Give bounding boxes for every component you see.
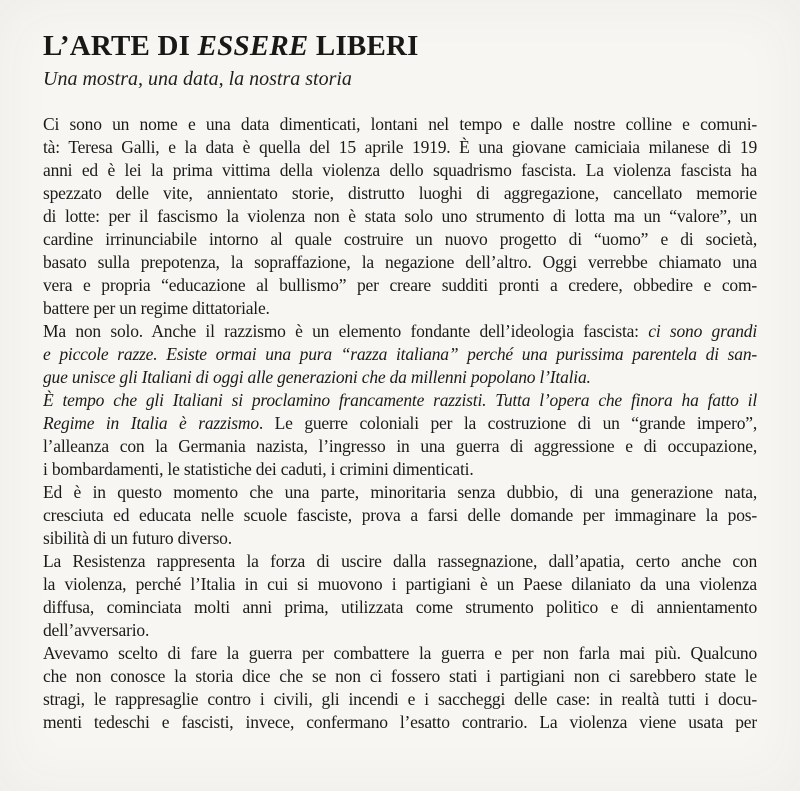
text-run-italic: Regime in Italia è razzismo bbox=[43, 413, 259, 433]
text-run: stragi, le rappresaglie contro i civili, gli incendi e i saccheggi delle case: in realtà tutti i docu- bbox=[43, 689, 757, 709]
text-line bbox=[43, 504, 757, 527]
text-line bbox=[43, 251, 757, 274]
text-run: menti tedeschi e fascisti, invece, confermano l’esatto contrario. La violenza viene usata per bbox=[43, 712, 757, 732]
text-line bbox=[43, 435, 757, 458]
text-run: spezzato delle vite, annientato storie, distrutto luoghi di aggregazione, cancellato memorie bbox=[43, 183, 757, 203]
text-run: dell’avversario. bbox=[43, 620, 150, 640]
text-run: Ci sono un nome e una data dimenticati, lontani nel tempo e dalle nostre colline e comuni- bbox=[43, 114, 757, 134]
text-run-italic: È tempo che gli Italiani si proclamino francamente razzisti. Tutta l’opera che finora ha fatto il bbox=[43, 390, 757, 410]
text-line bbox=[43, 320, 757, 343]
text-run-italic: e piccole razze. Esiste ormai una pura “razza italiana” perché una purissima parentela di san- bbox=[43, 344, 757, 364]
text-run: di lotte: per il fascismo la violenza non è stata solo uno strumento di lotta ma un “valore”, un bbox=[43, 206, 757, 226]
text-line bbox=[43, 366, 757, 389]
text-line bbox=[43, 527, 757, 550]
text-line bbox=[43, 596, 757, 619]
text-run-italic: gue unisce gli Italiani di oggi alle generazioni che da millenni popolano l’Italia. bbox=[43, 367, 591, 387]
text-line bbox=[43, 711, 757, 734]
text-line bbox=[43, 642, 757, 665]
text-run: Avevamo scelto di fare la guerra per combattere la guerra e per non farla mai più. Qualcuno bbox=[43, 643, 757, 663]
text-run: Ed è in questo momento che una parte, minoritaria senza dubbio, di una generazione nata, bbox=[43, 482, 757, 502]
text-line bbox=[43, 228, 757, 251]
text-line bbox=[43, 389, 757, 412]
page-title bbox=[43, 30, 757, 62]
text-line bbox=[43, 136, 757, 159]
text-line bbox=[43, 665, 757, 688]
text-line bbox=[43, 481, 757, 504]
text-line bbox=[43, 205, 757, 228]
text-line bbox=[43, 550, 757, 573]
text-line bbox=[43, 688, 757, 711]
text-run: la violenza, perché l’Italia in cui si muovono i partigiani è un Paese dilaniato da una violenza bbox=[43, 574, 757, 594]
text-line bbox=[43, 412, 757, 435]
text-line bbox=[43, 619, 757, 642]
text-line bbox=[43, 343, 757, 366]
text-line bbox=[43, 573, 757, 596]
page-content bbox=[43, 30, 757, 734]
text-run: anni ed è lei la prima vittima della violenza dello squadrismo fascista. La violenza fascista ha bbox=[43, 160, 757, 180]
text-run: vera e propria “educazione al bullismo” per creare sudditi pronti a credere, obbedire e com- bbox=[43, 275, 757, 295]
text-run: che non conosce la storia dice che se non ci fossero stati i partigiani non ci sarebbero state le bbox=[43, 666, 757, 686]
text-run: tà: Teresa Galli, e la data è quella del 15 aprile 1919. È una giovane camiciaia milanese di 19 bbox=[43, 137, 757, 157]
text-run: Ma non solo. Anche il razzismo è un elemento fondante dell’ideologia fascista: bbox=[43, 321, 649, 341]
text-line bbox=[43, 297, 757, 320]
text-run: i bombardamenti, le statistiche dei caduti, i crimini dimenticati. bbox=[43, 459, 474, 479]
text-line bbox=[43, 182, 757, 205]
text-run: cardine irrinunciabile intorno al quale costruire un nuovo progetto di “uomo” e di società, bbox=[43, 229, 757, 249]
text-run: l’alleanza con la Germania nazista, l’ingresso in una guerra di aggressione e di occupazione, bbox=[43, 436, 757, 456]
text-line bbox=[43, 458, 757, 481]
text-line bbox=[43, 159, 757, 182]
text-run-italic: ci sono grandi bbox=[648, 321, 757, 341]
title-segment: L’ARTE DI bbox=[43, 30, 198, 62]
text-line bbox=[43, 113, 757, 136]
text-run: sibilità di un futuro diverso. bbox=[43, 528, 232, 548]
title-segment-italic: ESSERE bbox=[197, 30, 309, 62]
text-run: basato sulla prepotenza, la sopraffazione, la negazione dell’altro. Oggi verrebbe chiamato una bbox=[43, 252, 757, 272]
text-line bbox=[43, 274, 757, 297]
page-subtitle: Una mostra, una data, la nostra storia bbox=[43, 68, 352, 90]
body-text bbox=[43, 113, 757, 734]
text-run: La Resistenza rappresenta la forza di uscire dalla rassegnazione, dall’apatia, certo anche con bbox=[43, 551, 757, 571]
text-run: . Le guerre coloniali per la costruzione di un “grande impero”, bbox=[258, 413, 757, 433]
title-segment: LIBERI bbox=[308, 30, 419, 62]
text-run: battere per un regime dittatoriale. bbox=[43, 298, 270, 318]
text-run: diffusa, cominciata molti anni prima, utilizzata come strumento politico e di annientamento bbox=[43, 597, 757, 617]
text-run: cresciuta ed educata nelle scuole fasciste, prova a farsi delle domande per immaginare la pos- bbox=[43, 505, 757, 525]
